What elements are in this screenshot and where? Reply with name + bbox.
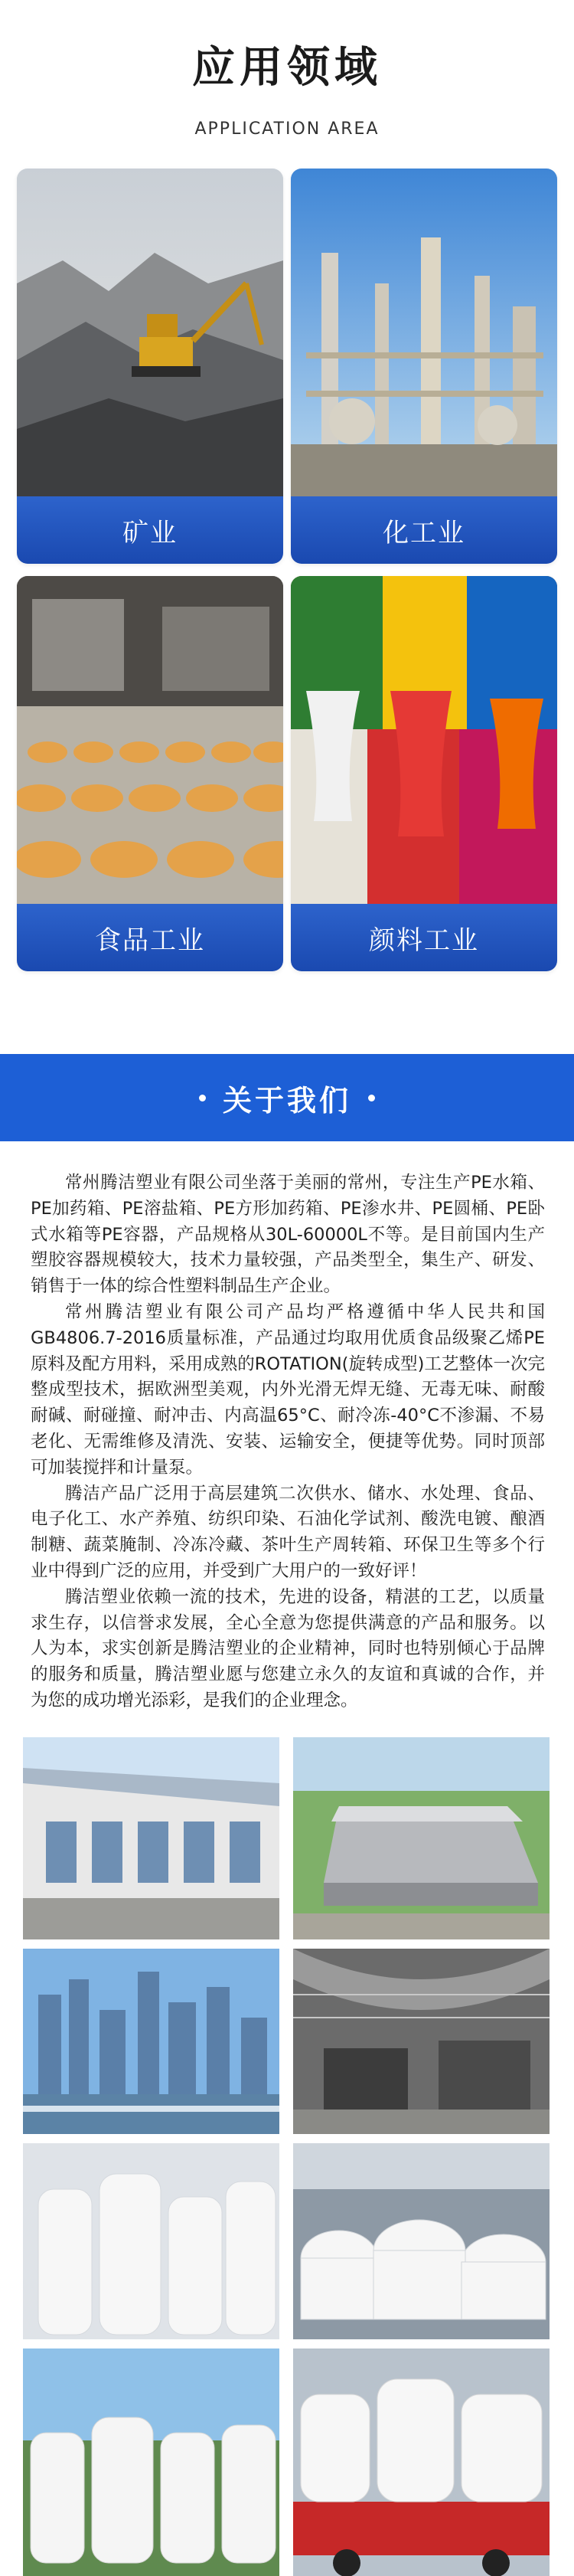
tanks-outdoor-photo [23, 2349, 279, 2576]
workshop-interior-photo [293, 1949, 550, 2134]
card-label: 化工业 [291, 496, 557, 564]
application-subtitle: APPLICATION AREA [194, 119, 380, 139]
about-paragraph: 腾洁塑业依赖一流的技术，先进的设备，精湛的工艺，以质量求生存，以信誉求发展，全心全意为您提供满意的产品和服务。以人为本，求实创新是腾洁塑业的企业精神，同时也特别倾心于品牌的服务和质量，腾洁塑业愿与您建立永久的友谊和真诚的合作，并为您的成功增光添彩，是我们的企业理念。 [31, 1586, 545, 1710]
bullet-dot-icon [199, 1095, 206, 1101]
application-card-food[interactable] [17, 576, 283, 971]
about-heading-band [0, 1054, 574, 1141]
food-bread-production-image [17, 576, 283, 904]
application-card-chemical[interactable] [291, 169, 557, 564]
application-title: 应用领域 [192, 43, 382, 93]
about-text [31, 1170, 545, 1714]
factory-aerial-photo [293, 1737, 550, 1939]
factory-building-photo [23, 1737, 279, 1939]
about-paragraph: 常州腾洁塑业有限公司产品均严格遵循中华人民共和国GB4806.7-2016质量标准，产品通过均取用优质食品级聚乙烯PE原料及配方用料，采用成熟的ROTATION(旋转成型)工艺整体一次完整成型技术，据欧洲型美观，内外光滑无焊无缝、无毒无味、耐酸耐碱、耐碰撞、耐冲击、内高温65°C、耐冷冻-40°C不渗漏、不易老化、无需维修及清洗、安装、运输安全，便捷等优势。同时顶部可加装搅拌和计量泵。 [31, 1301, 545, 1478]
tanks-truck-loading-photo [293, 2349, 550, 2576]
paint-pigment-cans-image [291, 576, 557, 904]
application-card-pigment[interactable] [291, 576, 557, 971]
card-label: 颜料工业 [291, 904, 557, 971]
city-skyline-photo [23, 1949, 279, 2134]
about-paragraph: 常州腾洁塑业有限公司坐落于美丽的常州，专注生产PE水箱、PE加药箱、PE溶盐箱、PE方形加药箱、PE渗水井、PE圆桶、PE卧式水箱等PE容器，产品规格从30L-60000L不等。是目前国内生产塑胶容器规模较大，技术力量较强，产品类型全，集生产、研发、销售于一体的综合性塑料制品生产企业。 [31, 1173, 545, 1297]
bullet-dot-icon [368, 1095, 375, 1101]
application-card-mining[interactable] [17, 169, 283, 564]
card-label: 食品工业 [17, 904, 283, 971]
white-tanks-warehouse-photo [293, 2143, 550, 2339]
chemical-plant-image [291, 169, 557, 496]
about-heading: 关于我们 [222, 1083, 351, 1118]
mining-excavator-image [17, 169, 283, 496]
about-paragraph: 腾洁产品广泛用于高层建筑二次供水、储水、水处理、食品、电子化工、水产养殖、纺织印染、石油化学试剂、酸洗电镀、酿酒制糖、蔬菜腌制、冷冻冷藏、茶叶生产周转箱、环保卫生等多个行业中得到广泛的应用，并受到广大用户的一致好评！ [31, 1483, 545, 1581]
card-label: 矿业 [17, 496, 283, 564]
white-tanks-row-photo [23, 2143, 279, 2339]
